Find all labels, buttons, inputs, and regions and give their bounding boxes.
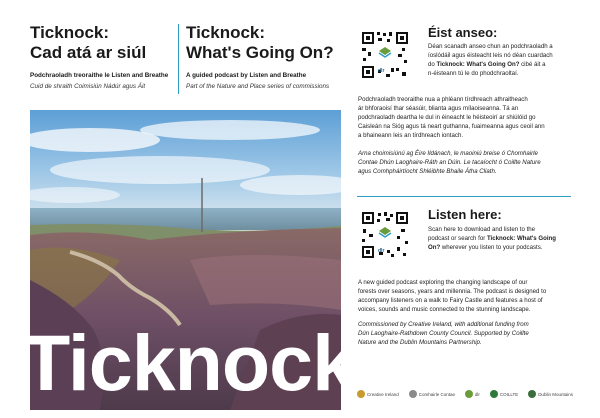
irish-series-note: Cuid de shraith Coimisiún Nádúr agus Áit: [30, 83, 146, 90]
english-description: [358, 278, 573, 314]
irish-qr-dlr-label: dlr: [378, 68, 385, 74]
ga-ital-line: Contae Dhún Laoghaire-Ráth an Dúin. Le tacaíocht ó Coillte Nature: [358, 159, 541, 166]
irish-listen-heading: Éist anseo:: [428, 25, 498, 40]
irish-line-1: Déan scanadh anseo chun an podchraoladh a: [428, 43, 553, 50]
en-ital-line: Commissioned by Creative Ireland, with additional funding from: [358, 321, 529, 328]
coillte-mark-icon: [490, 390, 498, 398]
section-divider: [357, 196, 571, 197]
irish-title-line1: Ticknock:: [30, 23, 110, 42]
creative-ireland-logo: Creative Ireland: [357, 390, 399, 398]
en-ital-line: Nature and the Dublin Mountains Partnership.: [358, 339, 482, 346]
council-logo: Comhairle Contae: [409, 390, 455, 398]
dublin-mountains-mark-icon: [528, 390, 536, 398]
english-title-line2: What's Going On?: [186, 43, 334, 62]
english-title: [186, 23, 336, 63]
irish-line-2: íoslódáil agus éisteacht leis nó déan cuardach: [428, 52, 553, 59]
irish-line-3-post: cibé áit a: [519, 61, 546, 68]
ga-para-line: Caisleán na Sióg agus tá neart guthanna, fuaimeanna agus ceoil ann: [358, 123, 545, 130]
council-crest-icon: [409, 390, 417, 398]
english-listen-instructions: [428, 225, 578, 252]
en-para-line: voices, sounds and music connected to the stunning landscape.: [358, 306, 531, 313]
dlr-mark-icon: [465, 390, 473, 398]
en-ital-line: Dún Laoghaire-Rathdown County Council. Supported by Coillte: [358, 330, 529, 337]
ga-para-line: a bhaineann leis an tírdhreach iontach.: [358, 132, 464, 139]
ga-ital-line: agus Comhpháirtíocht Shléibhte Bhaile Átha Cliath.: [358, 168, 497, 175]
english-podcast-name-end: On?: [428, 244, 441, 251]
irish-line-3-pre: do: [428, 61, 437, 68]
ga-para-line: ár bhforaoisí thar séasúir, blianta agus mílaoiseanna. Tá an: [358, 105, 519, 112]
english-line-2-pre: podcast or search for: [428, 235, 487, 242]
creative-ireland-mark-icon: [357, 390, 365, 398]
english-line-3-post: wherever you listen to your podcasts.: [440, 244, 543, 251]
ga-ital-line: Arna choimisiúnú ag Éire Ildánach, le maoiniú breise ó Chomhairle: [358, 150, 538, 157]
english-qr-code[interactable]: [360, 210, 410, 260]
coillte-logo: COILLTE: [490, 390, 518, 398]
title-divider: [178, 24, 179, 94]
irish-description: [358, 95, 573, 140]
irish-commission-credit: [358, 149, 573, 176]
irish-listen-instructions: [428, 42, 578, 78]
irish-title-line2: Cad atá ar siúl: [30, 43, 147, 62]
irish-podcast-name: Ticknock: What's Going On?: [436, 61, 520, 68]
irish-qr-code[interactable]: [360, 30, 410, 80]
english-title-line1: Ticknock:: [186, 23, 266, 42]
english-subtitle: A guided podcast by Listen and Breathe: [186, 72, 307, 79]
english-listen-heading: Listen here:: [428, 207, 502, 222]
irish-subtitle: Podchraoladh treoraithe le Listen and Breathe: [30, 72, 169, 79]
ga-para-line: Podchraoladh treoraithe nua a phléann tírdhreach athraitheach: [358, 96, 528, 103]
dublin-mountains-logo: Dublin Mountains: [528, 390, 573, 398]
english-qr-dlr-label: dlr: [378, 248, 385, 254]
en-para-line: A new guided podcast exploring the changing landscape of our: [358, 279, 528, 286]
english-series-note: Part of the Nature and Place series of commissions: [186, 83, 330, 90]
english-line-1: Scan here to download and listen to the: [428, 226, 536, 233]
english-commission-credit: [358, 320, 573, 347]
ticknock-overlay-word: Ticknock: [22, 318, 356, 407]
irish-line-4: n-éisteann tú le do phodchraoltaí.: [428, 70, 519, 77]
irish-title: [30, 23, 170, 63]
partner-logos: [357, 385, 573, 403]
ga-para-line: podchraoladh deartha le dul in éineacht le héisteoirí ar shiúlóid go: [358, 114, 536, 121]
english-podcast-name: Ticknock: What's Going: [486, 235, 556, 242]
en-para-line: accompany listeners on a walk to Fairy Castle and features a host of: [358, 297, 543, 304]
en-para-line: forests over seasons, years and millennia. The podcast is designed to: [358, 288, 547, 295]
dlr-logo: dlr: [465, 390, 480, 398]
